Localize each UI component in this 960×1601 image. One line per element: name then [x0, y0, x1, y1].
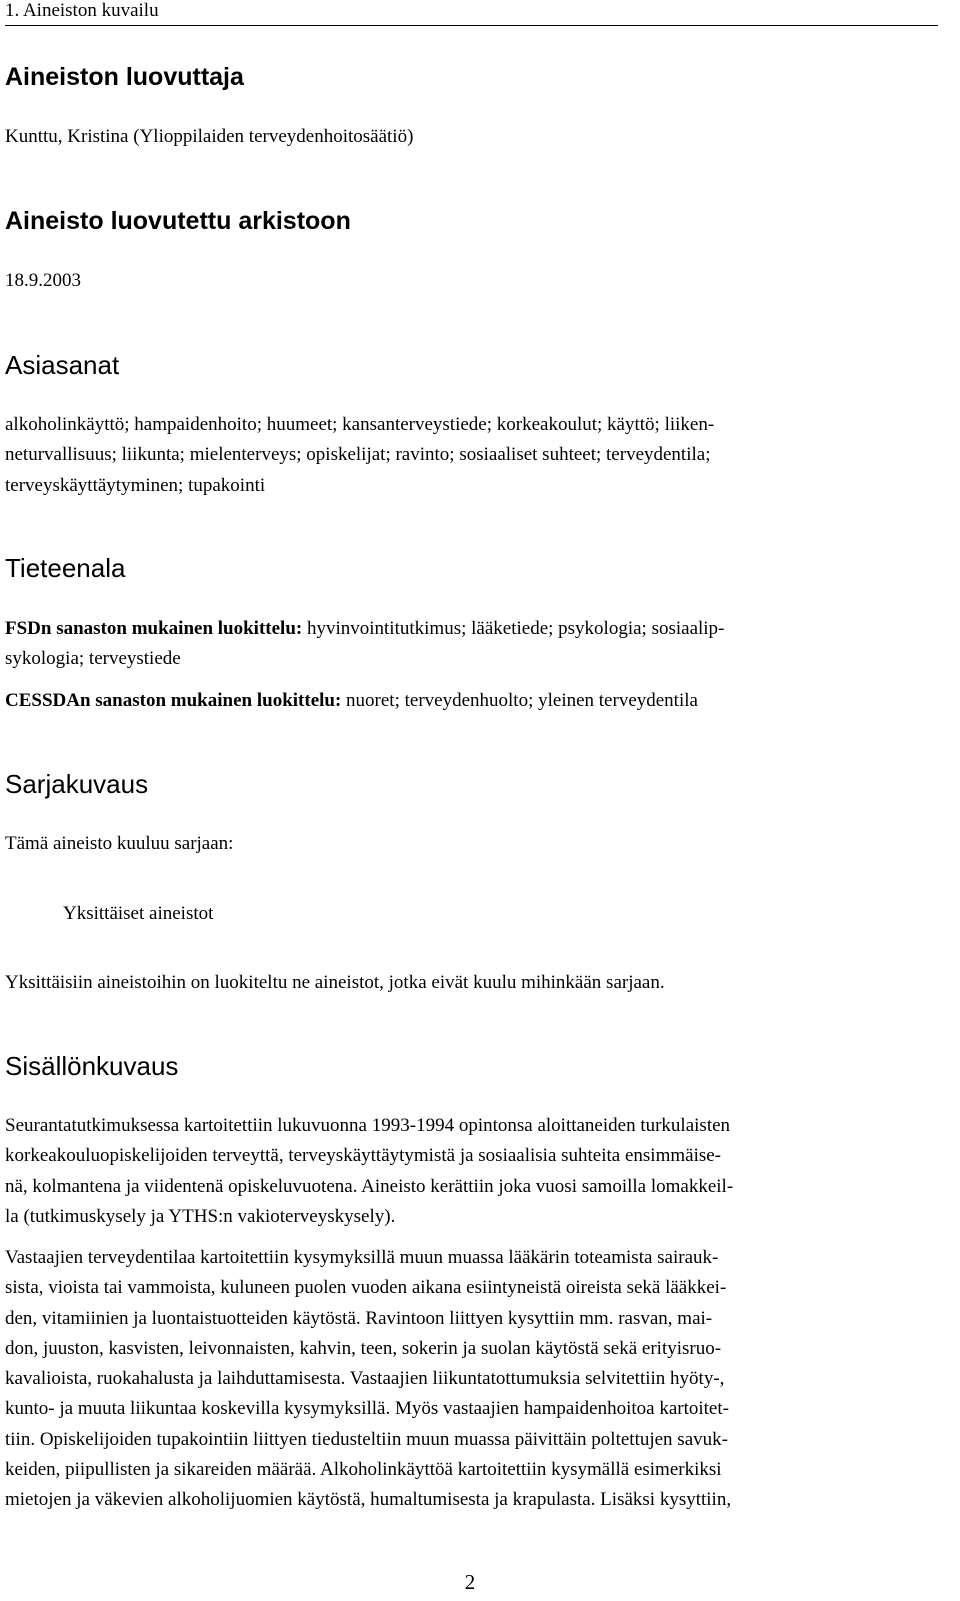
paragraph-line: tiin. Opiskelijoiden tupakointiin liittyen tiedusteltiin muun muassa päivittäin poltettujen savuk-: [5, 1428, 728, 1450]
page-number: 2: [464, 1570, 476, 1594]
cessda-label: CESSDAn sanaston mukainen luokittelu:: [5, 690, 342, 711]
series-intro: Tämä aineisto kuuluu sarjaan:: [5, 833, 234, 854]
heading-sisallonkuvaus: Sisällönkuvaus: [5, 1051, 179, 1081]
paragraph-line: keiden, piipullisten ja sikareiden määrää. Alkoholinkäyttöä kartoitettiin kysymällä esimerkiksi: [5, 1459, 722, 1481]
content-paragraph-1: [5, 1111, 938, 1232]
fsd-classification: [5, 614, 938, 675]
cessda-classification: [5, 686, 938, 716]
asiasanat-list: [5, 410, 938, 501]
paragraph-line: la (tutkimuskysely ja YTHS:n vakioterveyskysely).: [5, 1205, 396, 1227]
fsd-values-cont: sykologia; terveystiede: [5, 648, 181, 670]
fsd-values: hyvinvointitutkimus; lääketiede; psykologia; sosiaalip-: [302, 618, 725, 639]
cessda-values: nuoret; terveydenhuolto; yleinen terveydentila: [341, 690, 698, 711]
series-name: Yksittäiset aineistot: [63, 903, 214, 924]
paragraph-line: Seurantatutkimuksessa kartoitettiin lukuvuonna 1993-1994 opintonsa aloittaneiden turkulaisten: [5, 1115, 731, 1136]
paragraph-line: mietojen ja väkevien alkoholijuomien käytöstä, humaltumisesta ja krapulasta. Lisäksi kysyttiin,: [5, 1489, 732, 1511]
paragraph-line: kunto- ja muuta liikuntaa koskevilla kysymyksillä. Myös vastaajien hampaidenhoitoa kartoitet-: [5, 1398, 729, 1420]
paragraph-line: kavalioista, ruokahalusta ja laihduttamisesta. Vastaajien liikuntatottumuksia selvitettiin hyöty-,: [5, 1368, 725, 1390]
heading-tieteenala: Tieteenala: [5, 553, 126, 583]
asiasanat-line: neturvallisuus; liikunta; mielenterveys; opiskelijat; ravinto; sosiaaliset suhteet; terveydentila;: [5, 444, 711, 466]
fsd-label: FSDn sanaston mukainen luokittelu:: [5, 618, 303, 639]
heading-sarjakuvaus: Sarjakuvaus: [5, 769, 149, 799]
asiasanat-line: terveyskäyttäytyminen; tupakointi: [5, 474, 266, 496]
luovuttaja-text: Kunttu, Kristina (Ylioppilaiden terveydenhoitosäätiö): [5, 126, 414, 147]
paragraph-line: korkeakouluopiskelijoiden terveyttä, terveyskäyttäytymistä ja sosiaalisia suhteita ensimmäise-: [5, 1145, 722, 1167]
paragraph-line: nä, kolmantena ja viidentenä opiskeluvuotena. Aineisto kerättiin joka vuosi samoilla lomakkeil-: [5, 1175, 734, 1197]
paragraph-line: den, vitamiinien ja luontaistuotteiden käytöstä. Ravintoon liittyen kysyttiin mm. rasvan, mai-: [5, 1307, 713, 1329]
heading-asiasanat: Asiasanat: [5, 350, 120, 380]
content-paragraph-2: [5, 1243, 938, 1516]
asiasanat-line: alkoholinkäyttö; hampaidenhoito; huumeet; kansanterveystiede; korkeakoulut; käyttö; liiken-: [5, 414, 715, 435]
luovutettu-date: 18.9.2003: [5, 270, 81, 291]
paragraph-line: don, juuston, kasvisten, leivonnaisten, kahvin, teen, sokerin ja suolan käytöstä sekä erityisruo-: [5, 1337, 722, 1359]
series-description: Yksittäisiin aineistoihin on luokiteltu ne aineistot, jotka eivät kuulu mihinkään sarjaan.: [5, 972, 665, 993]
paragraph-line: Vastaajien terveydentilaa kartoitettiin kysymyksillä muun muassa lääkärin toteamista sairauk-: [5, 1247, 719, 1268]
paragraph-line: sista, vioista tai vammoista, kuluneen puolen vuoden aikana esiintyneistä oireista sekä lääkkei-: [5, 1277, 727, 1299]
heading-luovutettu: Aineisto luovutettu arkistoon: [5, 207, 351, 235]
section-header: 1. Aineiston kuvailu: [5, 0, 938, 26]
heading-luovuttaja: Aineiston luovuttaja: [5, 63, 244, 91]
